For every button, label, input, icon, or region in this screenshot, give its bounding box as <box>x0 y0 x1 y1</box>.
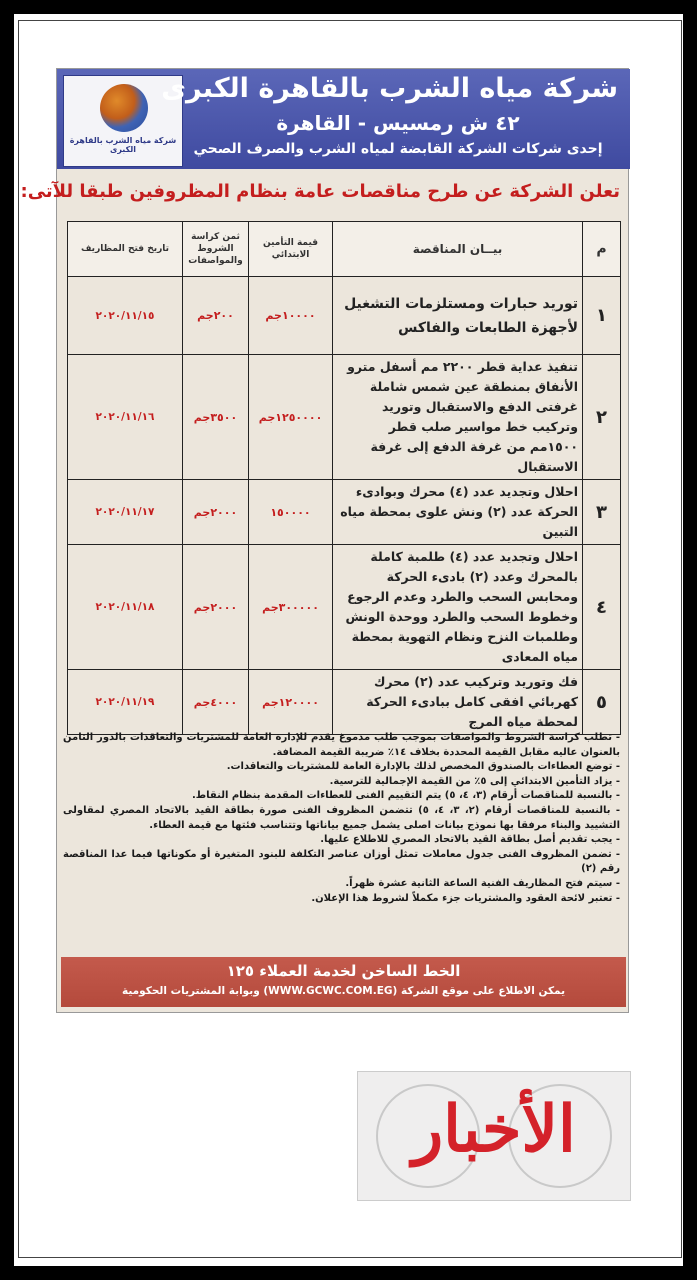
note-item: - سيتم فتح المظاريف الفنية الساعة الثانية عشرة ظهراً. <box>345 877 620 889</box>
tenders-table <box>67 221 621 735</box>
table-row <box>68 670 621 735</box>
terms-notes <box>63 731 620 906</box>
website-note: يمكن الاطلاع على موقع الشركة (WWW.GCWC.COM.EG) وبوابة المشتريات الحكومية <box>121 985 566 997</box>
note-item: - بالنسبة للمناقصات أرقام (٣، ٤، ٥) يتم التقييم الفنى للعطاءات المقدمة بنظام النقاط. <box>191 790 620 802</box>
row-number: ٢ <box>583 355 621 480</box>
header-description: بيــان المناقصة <box>333 222 583 277</box>
row-opening-date: ٢٠٢٠/١١/١٨ <box>68 545 183 670</box>
row-insurance: ١٢٥٠٠٠٠جم <box>249 355 333 480</box>
row-number: ٣ <box>583 480 621 545</box>
row-opening-date: ٢٠٢٠/١١/١٥ <box>68 277 183 355</box>
table-header-row <box>68 222 621 277</box>
tender-advertisement <box>20 68 629 1013</box>
row-opening-date: ٢٠٢٠/١١/١٦ <box>68 355 183 480</box>
row-description: توريد حبارات ومستلزمات التشغيل لأجهزة الطابعات والفاكس <box>333 277 583 355</box>
note-item: - تضمن المظروف الفنى جدول معاملات تمثل أوزان عناصر التكلفة للبنود المتغيرة أو مكوناتها فيما عدا المناقصة رقم (٢) <box>63 848 620 875</box>
row-booklet-price: ٢٠٠٠جم <box>183 545 249 670</box>
table-row <box>68 545 621 670</box>
header-no: م <box>583 222 621 277</box>
row-booklet-price: ٣٥٠٠جم <box>183 355 249 480</box>
announcement-heading: تعلن الشركة عن طرح مناقصات عامة بنظام المظروفين طبقا للآتى: <box>20 181 620 202</box>
ad-header <box>57 69 630 169</box>
table-row <box>68 480 621 545</box>
logo-emblem-icon <box>100 84 148 132</box>
newspaper-logo <box>357 1071 631 1201</box>
row-booklet-price: ٢٠٠٠جم <box>183 480 249 545</box>
note-item: - توضع العطاءات بالصندوق المخصص لذلك بالإدارة العامة للمشتريات والتعاقدات. <box>226 761 620 773</box>
table-row <box>68 277 621 355</box>
row-description: تنفيذ عداية قطر ٢٢٠٠ مم أسفل مترو الأنفاق بمنطقة عين شمس شاملة غرفتى الدفع والاستقبال وتوريد وتركيب خط مواسير صلب قطر ١٥٠٠مم من غرفة الدفع إلى غرفة الاستقبال <box>333 355 583 480</box>
company-address: ٤٢ ش رمسيس - القاهرة <box>276 111 520 135</box>
row-opening-date: ٢٠٢٠/١١/١٩ <box>68 670 183 735</box>
hotline-banner <box>61 957 626 1007</box>
header-insurance: قيمة التأمين الابتدائي <box>249 222 333 277</box>
company-affiliation: إحدى شركات الشركة القابضة لمياه الشرب والصرف الصحي <box>193 141 603 157</box>
logo-text: شركة مياه الشرب بالقاهرة الكبرى <box>69 136 177 154</box>
company-name: شركة مياه الشرب بالقاهرة الكبرى <box>161 73 618 104</box>
row-booklet-price: ٢٠٠جم <box>183 277 249 355</box>
row-insurance: ١٥٠٠٠٠ <box>249 480 333 545</box>
row-number: ٤ <box>583 545 621 670</box>
newspaper-name: الأخبار <box>412 1092 576 1167</box>
row-description: احلال وتجديد عدد (٤) محرك وبوادىء الحركة عدد (٢) ونش علوى بمحطة مياه التبين <box>333 480 583 545</box>
note-item: - تعتبر لائحة العقود والمشتريات جزء مكملاً لشروط هذا الإعلان. <box>311 892 620 904</box>
row-insurance: ٣٠٠٠٠٠جم <box>249 545 333 670</box>
row-insurance: ١٠٠٠٠جم <box>249 277 333 355</box>
row-insurance: ١٢٠٠٠٠جم <box>249 670 333 735</box>
note-item: - يزاد التأمين الابتدائي إلى ٥٪ من القيمة الإجمالية للترسية. <box>329 775 620 787</box>
header-booklet-price: ثمن كراسة الشروط والمواصفات <box>183 222 249 277</box>
hotline-text: الخط الساخن لخدمة العملاء ١٢٥ <box>226 962 461 980</box>
header-opening-date: تاريخ فتح المظاريف <box>68 222 183 277</box>
row-booklet-price: ٤٠٠٠جم <box>183 670 249 735</box>
note-item: - بالنسبة للمناقصات أرقام (٢، ٣، ٤، ٥) تتضمن المظروف الفنى صورة بطاقة القيد بالاتحاد المصري لمقاولى التشييد والبناء مرفقا بها نموذج بيانات اصلى يشمل جميع بياناتها وتتناسب فئتها مع قيمة العطاء. <box>63 804 621 831</box>
table-row <box>68 355 621 480</box>
row-description: فك وتوريد وتركيب عدد (٢) محرك كهربائي افقى كامل ببادىء الحركة لمحطة مياه المرج <box>333 670 583 735</box>
note-item: - تطلب كراسة الشروط والمواصفات بموجب طلب مدموغ يقدم للإدارة العامة للمشتريات والتعاقدات بالدور الثامن بالعنوان عاليه مقابل القيمة المحددة بخلاف ١٤٪ ضريبة القيمة المضافة. <box>63 732 620 758</box>
note-item: - يجب تقديم أصل بطاقة القيد بالاتحاد المصري للاطلاع عليها. <box>320 834 620 846</box>
row-number: ١ <box>583 277 621 355</box>
row-number: ٥ <box>583 670 621 735</box>
row-description: احلال وتجديد عدد (٤) طلمبة كاملة بالمحرك وعدد (٢) بادىء الحركة ومحابس السحب والطرد وعدم الرجوع وخطوط السحب والطرد ووحدة الونش وطلمبات النزح ونظام التهوية بمحطة مياه المعادى <box>333 545 583 670</box>
row-opening-date: ٢٠٢٠/١١/١٧ <box>68 480 183 545</box>
